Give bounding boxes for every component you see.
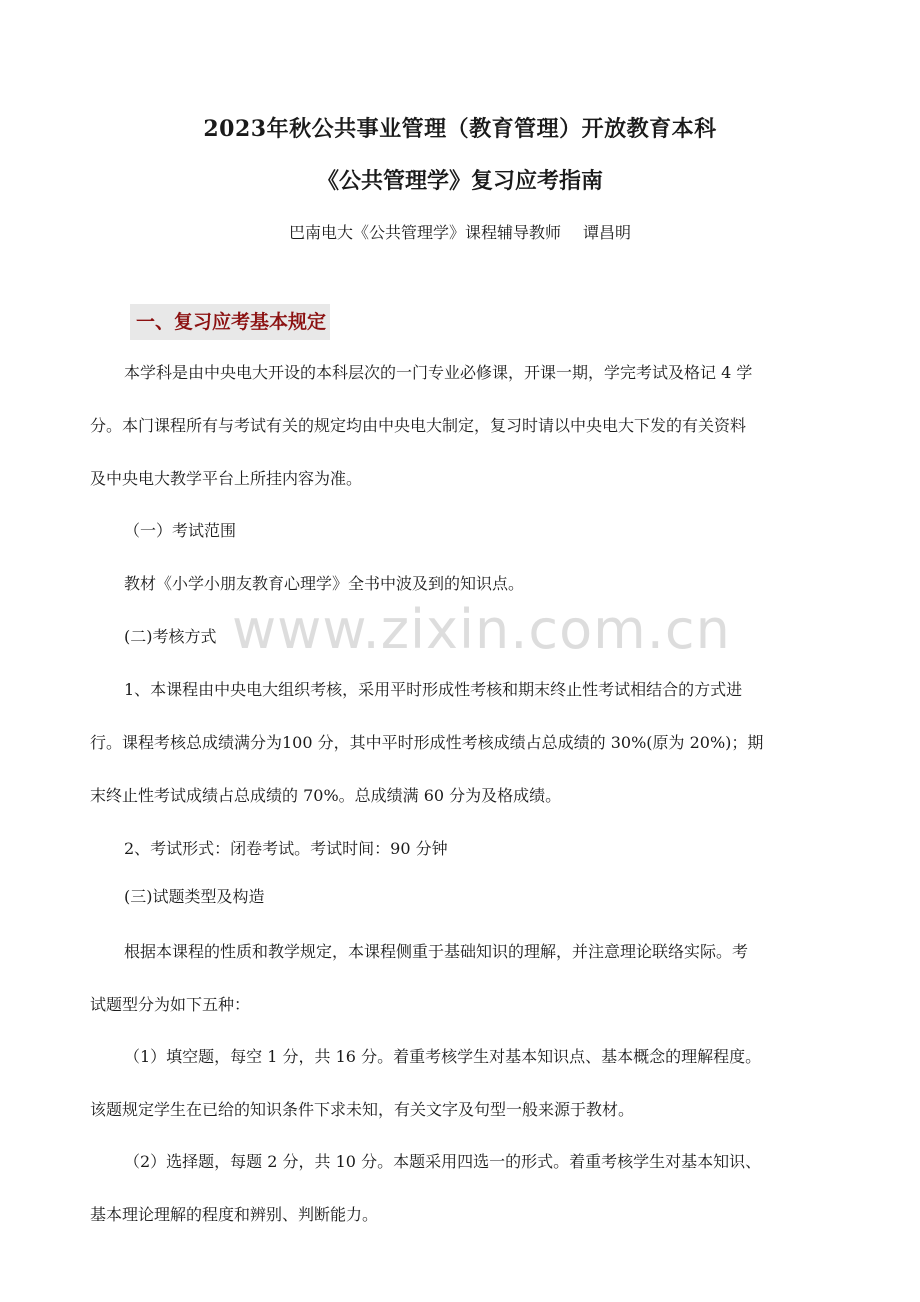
watermark: www.zixin.com.cn [232, 598, 731, 661]
paragraph-line: 该题规定学生在已给的知识条件下求未知，有关文字及句型一般来源于教材。 [90, 1100, 635, 1119]
author-line [0, 220, 920, 243]
paragraph-line: 本学科是由中央电大开设的本科层次的一门专业必修课，开课一期，学完考试及格记 4 学 [124, 363, 753, 382]
document-title-line2: 《公共管理学》复习应考指南 [316, 168, 603, 194]
paragraph-line: 1、本课程由中央电大组织考核，采用平时形成性考核和期末终止性考试相结合的方式进 [124, 680, 743, 699]
method-item-2: 2、考试形式：闭卷考试。考试时间：90 分钟 [124, 839, 448, 858]
scope-heading: （一）考试范围 [124, 521, 237, 540]
paragraph-line: （2）选择题，每题 2 分，共 10 分。本题采用四选一的形式。着重考核学生对基本知识、 [124, 1152, 762, 1171]
paragraph-line: 试题型分为如下五种： [90, 995, 251, 1014]
types-heading: (三)试题类型及构造 [124, 887, 265, 906]
types-intro [90, 925, 840, 1031]
paragraph-line: 行。课程考核总成绩满分为100 分，其中平时形成性考核成绩占总成绩的 30%(原为 20%)；期 [90, 733, 764, 752]
paragraph-line: 及中央电大教学平台上所挂内容为准。 [90, 469, 363, 488]
paragraph-line: 根据本课程的性质和教学规定，本课程侧重于基础知识的理解，并注意理论联络实际。考 [124, 942, 749, 961]
type-2-paragraph [90, 1135, 840, 1241]
paragraph-line: 分。本门课程所有与考试有关的规定均由中央电大制定，复习时请以中央电大下发的有关资料 [90, 416, 747, 435]
intro-paragraph [90, 346, 840, 505]
author-org: 巴南电大《公共管理学》课程辅导教师 [288, 223, 561, 242]
section-heading-1: 一、复习应考基本规定 [130, 304, 330, 340]
method-item-1 [90, 663, 840, 822]
type-1-paragraph [90, 1030, 840, 1136]
paragraph-line: 末终止性考试成绩占总成绩的 70%。总成绩满 60 分为及格成绩。 [90, 786, 562, 805]
document-title-line1: 2023年秋公共事业管理（教育管理）开放教育本科 [203, 116, 717, 142]
author-name: 谭昌明 [583, 223, 632, 242]
paragraph-line: （1）填空题，每空 1 分，共 16 分。着重考核学生对基本知识点、基本概念的理解程度。 [124, 1047, 762, 1066]
scope-text: 教材《小学小朋友教育心理学》全书中波及到的知识点。 [124, 574, 525, 593]
paragraph-line: 基本理论理解的程度和辨别、判断能力。 [90, 1205, 379, 1224]
method-heading: (二)考核方式 [124, 627, 217, 646]
